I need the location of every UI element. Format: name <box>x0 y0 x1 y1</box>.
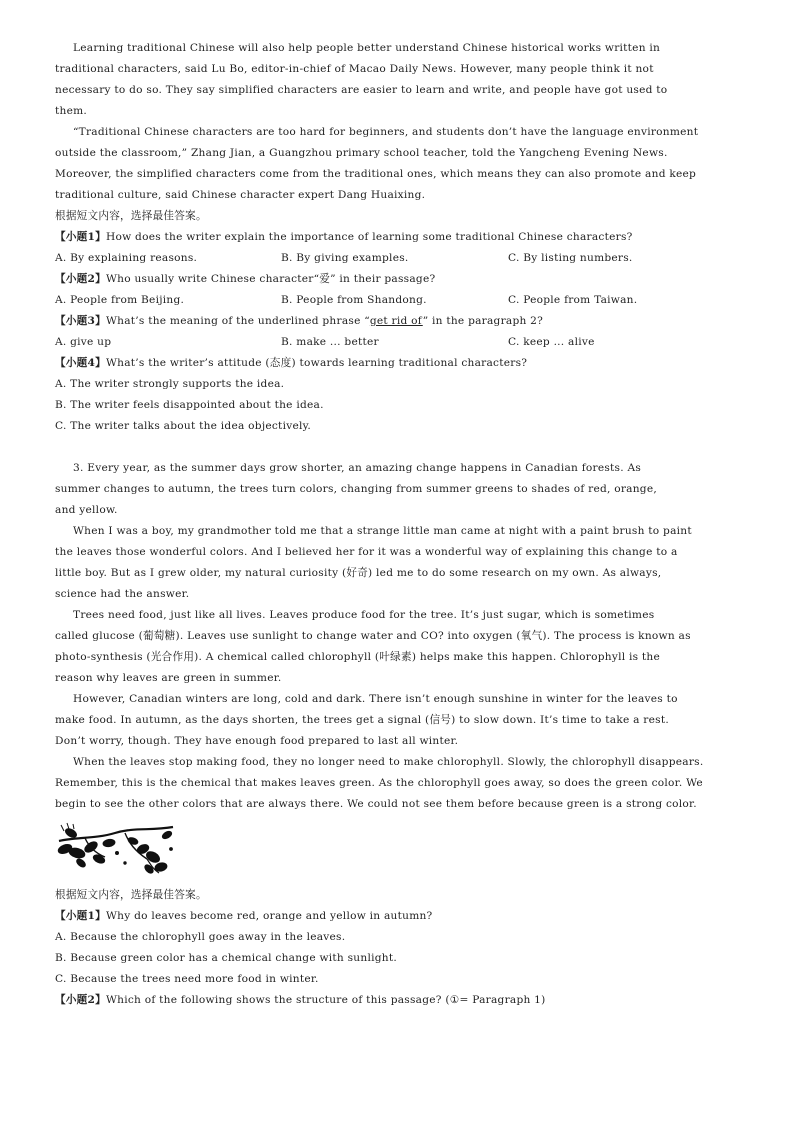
question-text: What’s the writer’s attitude (态度) towards learning traditional characters? <box>106 357 528 369</box>
question-4 <box>55 353 743 374</box>
question-number: 【小题2】 <box>55 994 106 1006</box>
instruction: 根据短文内容，选择最佳答案。 <box>55 889 207 901</box>
option-c: C. keep ... alive <box>508 336 595 348</box>
options-row <box>55 248 743 269</box>
option-b: B. People from Shandong. <box>281 294 427 306</box>
paragraph-line: Moreover, the simplified characters come from the traditional ones, which means they can also promote and keep <box>55 168 697 180</box>
paragraph-line: traditional culture, said Chinese character expert Dang Huaixing. <box>55 189 426 201</box>
options-row <box>55 290 743 311</box>
question-text: What’s the meaning of the underlined phrase “ <box>106 315 370 327</box>
question-3 <box>55 311 743 332</box>
option-a: A. give up <box>55 336 112 348</box>
options-row <box>55 332 743 353</box>
paragraph-line: and yellow. <box>55 504 118 516</box>
paragraph-line: Learning traditional Chinese will also help people better understand Chinese historical works written in <box>73 42 661 54</box>
option-c: C. Because the trees need more food in winter. <box>55 973 319 985</box>
autumn-branch-illustration <box>55 819 179 877</box>
question-text: Why do leaves become red, orange and yellow in autumn? <box>106 910 433 922</box>
question-1 <box>55 227 743 248</box>
paragraph-line: However, Canadian winters are long, cold and dark. There isn’t enough sunshine in winter for the leaves to <box>73 693 678 705</box>
instruction: 根据短文内容，选择最佳答案。 <box>55 210 207 222</box>
question-2 <box>55 990 743 1011</box>
question-text: Which of the following shows the structure of this passage? (①= Paragraph 1) <box>106 994 546 1006</box>
paragraph-line: photo-synthesis (光合作用). A chemical called chlorophyll (叶绿素) helps make this happen. Chlorophyll is the <box>55 651 661 663</box>
paragraph-line: them. <box>55 105 88 117</box>
option-b: B. The writer feels disappointed about the idea. <box>55 399 324 411</box>
passage-3 <box>55 458 743 1011</box>
paragraph-line: outside the classroom,” Zhang Jian, a Guangzhou primary school teacher, told the Yangcheng Evening News. <box>55 147 668 159</box>
option-c: C. The writer talks about the idea objectively. <box>55 420 312 432</box>
paragraph-line: summer changes to autumn, the trees turn colors, changing from summer greens to shades of red, orange, <box>55 483 657 495</box>
option-a: A. Because the chlorophyll goes away in the leaves. <box>55 931 346 943</box>
question-number: 【小题3】 <box>55 315 106 327</box>
passage-2 <box>55 38 743 437</box>
paragraph-line: necessary to do so. They say simplified characters are easier to learn and write, and people have got used to <box>55 84 668 96</box>
question-1 <box>55 906 743 927</box>
paragraph-line: reason why leaves are green in summer. <box>55 672 282 684</box>
question-text: How does the writer explain the importance of learning some traditional Chinese characters? <box>106 231 633 243</box>
paragraph-line: “Traditional Chinese characters are too hard for beginners, and students don’t have the language environment <box>73 126 699 138</box>
document-page <box>55 38 743 1011</box>
paragraph-line: 3. Every year, as the summer days grow shorter, an amazing change happens in Canadian forests. As <box>73 462 642 474</box>
paragraph-line: Remember, this is the chemical that makes leaves green. As the chlorophyll goes away, so does the green color. We <box>55 777 703 789</box>
option-c: C. By listing numbers. <box>508 252 633 264</box>
paragraph-line: begin to see the other colors that are always there. We could not see them before because green is a strong color. <box>55 798 697 810</box>
paragraph-line: When I was a boy, my grandmother told me that a strange little man came at night with a paint brush to paint <box>73 525 692 537</box>
paragraph-line: called glucose (葡萄糖). Leaves use sunlight to change water and CO? into oxygen (氧气). The process is known as <box>55 630 691 642</box>
option-b: B. By giving examples. <box>281 252 409 264</box>
question-text: ” in the paragraph 2? <box>422 315 544 327</box>
paragraph-line: make food. In autumn, as the days shorten, the trees get a signal (信号) to slow down. It’s time to take a rest. <box>55 714 669 726</box>
spacer <box>55 437 743 458</box>
question-text: Who usually write Chinese character“爱” in their passage? <box>106 273 436 285</box>
option-b: B. make ... better <box>281 336 379 348</box>
paragraph-line: When the leaves stop making food, they no longer need to make chlorophyll. Slowly, the chlorophyll disappears. <box>73 756 704 768</box>
question-number: 【小题2】 <box>55 273 106 285</box>
option-c: C. People from Taiwan. <box>508 294 638 306</box>
paragraph-line: the leaves those wonderful colors. And I believed her for it was a wonderful way of explaining this change to a <box>55 546 678 558</box>
question-number: 【小题1】 <box>55 231 106 243</box>
option-b: B. Because green color has a chemical change with sunlight. <box>55 952 397 964</box>
question-number: 【小题4】 <box>55 357 106 369</box>
paragraph-line: Trees need food, just like all lives. Leaves produce food for the tree. It’s just sugar, which is sometimes <box>73 609 655 621</box>
option-a: A. The writer strongly supports the idea. <box>55 378 285 390</box>
option-a: A. By explaining reasons. <box>55 252 198 264</box>
paragraph-line: traditional characters, said Lu Bo, editor-in-chief of Macao Daily News. However, many people think it not <box>55 63 654 75</box>
question-2 <box>55 269 743 290</box>
paragraph-line: little boy. But as I grew older, my natural curiosity (好奇) led me to do some research on my own. As always, <box>55 567 662 579</box>
option-a: A. People from Beijing. <box>55 294 185 306</box>
paragraph-line: Don’t worry, though. They have enough food prepared to last all winter. <box>55 735 459 747</box>
underlined-phrase: get rid of <box>369 315 423 327</box>
paragraph-line: science had the answer. <box>55 588 190 600</box>
question-number: 【小题1】 <box>55 910 106 922</box>
